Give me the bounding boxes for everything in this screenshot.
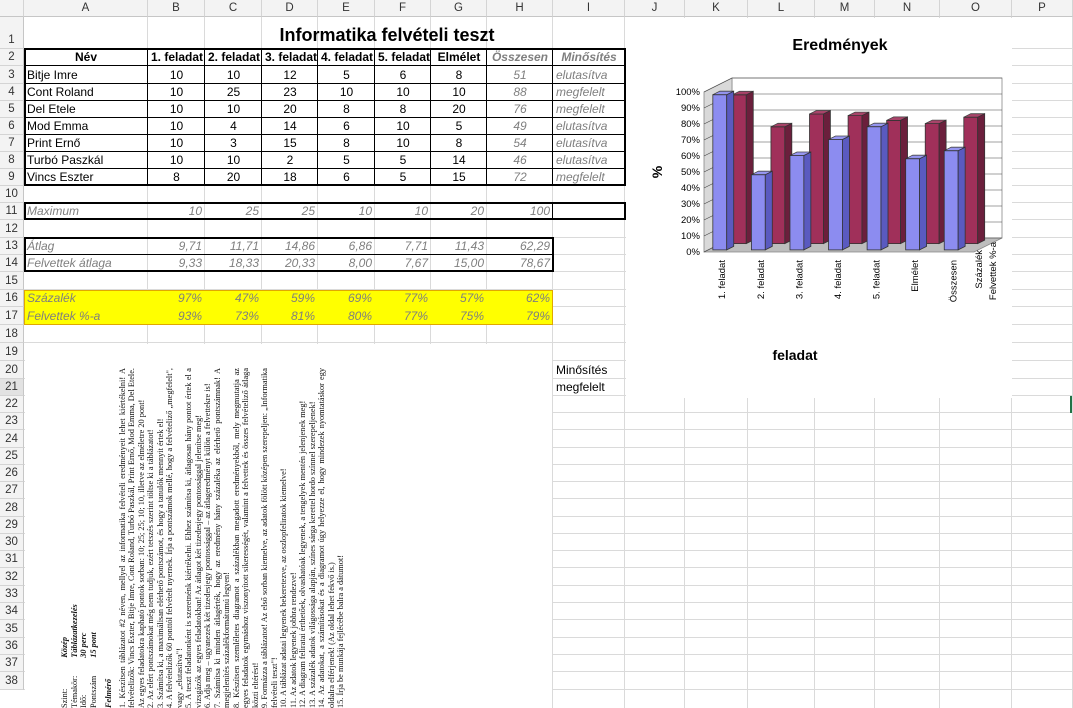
score-cell[interactable]: 3 <box>230 136 237 150</box>
score-cell[interactable]: 8 <box>343 102 350 116</box>
table-line <box>24 168 626 169</box>
task-item: 8. Készítsen szemléletes diagramot a százalékban megadott eredményekből, mely megmutatja az egyes feladatok egymáshoz viszonyított sikerességét, valamint a felvettek és összes felvételiző átlaga közti eltérést! <box>231 368 260 708</box>
total-cell[interactable]: 76 <box>513 102 527 116</box>
maximum-cell[interactable]: 100 <box>529 204 550 218</box>
table-line <box>24 134 626 135</box>
average-cell[interactable]: 6,86 <box>348 239 372 253</box>
chart-depth-label: Felvettek %-a <box>988 242 999 301</box>
percent-cell[interactable]: 69% <box>347 291 372 305</box>
chart-y-tick-label: 60% <box>680 151 700 162</box>
table-line <box>24 83 626 84</box>
row-header-24[interactable]: 24 <box>0 430 24 448</box>
chart-bar-szazalek <box>867 127 881 250</box>
admitted-average-cell[interactable]: 9,33 <box>178 256 202 270</box>
score-cell[interactable]: 10 <box>396 85 410 99</box>
average-cell[interactable]: 9,71 <box>178 239 202 253</box>
chart-y-tick-label: 10% <box>680 231 700 242</box>
admitted-average-cell[interactable]: 15,00 <box>453 256 484 270</box>
task-header-label: Idő: <box>79 694 88 708</box>
admitted-percent-cell[interactable]: 80% <box>347 309 372 323</box>
task-header-value: 15 pont <box>88 632 98 658</box>
row-header-15[interactable]: 15 <box>0 272 24 290</box>
column-header-D[interactable]: D <box>262 0 318 17</box>
sheet-title: Informatika felvételi teszt <box>279 25 495 45</box>
active-cell-indicator <box>1070 396 1072 413</box>
grade-cell[interactable]: megfelelt <box>556 102 605 116</box>
row-header-37[interactable]: 37 <box>0 655 24 672</box>
student-name[interactable]: Vincs Eszter <box>27 170 94 184</box>
score-cell[interactable]: 25 <box>226 85 241 99</box>
chart-y-tick-label: 20% <box>680 215 700 226</box>
student-name[interactable]: Turbó Paszkál <box>27 153 104 167</box>
score-cell[interactable]: 10 <box>169 85 184 99</box>
column-header-J[interactable]: J <box>625 0 685 17</box>
maximum-cell[interactable]: 10 <box>358 204 372 218</box>
row-header-18[interactable]: 18 <box>0 325 24 343</box>
row-header-29[interactable]: 29 <box>0 517 24 534</box>
header-f2[interactable]: 2. feladat <box>208 50 261 64</box>
task-item: 11. Az adatok legyenek jobbra rendezve! <box>288 572 298 708</box>
row-header-10[interactable]: 10 <box>0 186 24 203</box>
table-line <box>430 49 431 186</box>
percent-cell[interactable]: 57% <box>459 291 484 305</box>
task-item: 6. Adja meg – ugyanezek két tizedesjegy pontossággal – az átlageredményt külön a felvettekre is! <box>203 383 212 708</box>
score-cell[interactable]: 6 <box>343 119 350 133</box>
table-line <box>317 49 318 186</box>
task-sheet-text <box>60 368 346 708</box>
score-cell[interactable]: 10 <box>226 102 241 116</box>
grade-cell[interactable]: megfelelt <box>556 170 605 184</box>
score-cell[interactable]: 8 <box>173 170 180 184</box>
score-cell[interactable]: 15 <box>283 136 297 150</box>
task-item: 14. Az adatokat, a számításokat és a diagramot úgy helyezze el, hogy mindezek nyomtatáskor egy oldalra elférjenek! (Az oldal lehet fekvő is.) <box>317 368 336 708</box>
row-header-22[interactable]: 22 <box>0 396 24 413</box>
task-header-value: 30 perc <box>79 632 88 658</box>
admitted-percent-cell[interactable]: 75% <box>459 309 484 323</box>
chart-bar-szazalek-side <box>842 136 849 250</box>
chart-bar-szazalek <box>790 156 804 250</box>
average-cell[interactable]: 62,29 <box>519 239 550 253</box>
chart-bar-felvettek <box>964 117 978 243</box>
chart-bar-szazalek <box>829 140 843 250</box>
task-item: 15. Írja be munkája fejlécébe balra a dátumot! <box>336 555 345 708</box>
task-header-label: Témakör: <box>69 675 79 708</box>
chart-y-tick-label: 0% <box>686 247 700 258</box>
score-cell[interactable]: 5 <box>399 153 407 167</box>
task-header-value: Közép <box>60 636 69 658</box>
chart-bar-felvettek <box>771 127 785 244</box>
maximum-label[interactable]: Maximum <box>27 204 80 218</box>
average-cell[interactable]: 7,71 <box>404 239 428 253</box>
score-cell[interactable]: 10 <box>396 119 410 133</box>
admitted-average-cell[interactable]: 78,67 <box>519 256 550 270</box>
score-cell[interactable]: 10 <box>339 85 354 99</box>
chart-x-tick-label: 1. feladat <box>717 260 729 300</box>
task-item: 7. Számítsa ki minden átlagérték, hogy az eredmény hány százaléka az elérhető pontszámnak! A megjelenítés százalékformátumú legyen! <box>212 368 231 708</box>
score-cell[interactable]: 20 <box>283 102 297 116</box>
row-header-12[interactable]: 12 <box>0 220 24 238</box>
score-cell[interactable]: 5 <box>455 119 463 133</box>
score-cell[interactable]: 5 <box>399 170 407 184</box>
chart-bar-felvettek <box>810 114 824 244</box>
score-cell[interactable]: 8 <box>455 136 463 150</box>
task-item: 13. A százalék adatok világossága alapján, színes sárga kerettel hordo színnel szerepeljenek! <box>307 401 317 708</box>
header-f3[interactable]: 3. feladat <box>265 50 318 64</box>
task-item: 5. A teszt feladatonként is szeretnénk kiértékelni. Ehhez számítsa ki, átlagosan hány pontot értek el a vizsgázók az egyes feladatokban! Az átlagot két tizedesjegy pontossággal jelenítse meg! <box>184 368 203 708</box>
header-f5[interactable]: 5. feladat <box>378 50 431 64</box>
chart-x-tick-label: 2. feladat <box>755 260 767 300</box>
table-line <box>486 49 487 186</box>
row-header-3[interactable]: 3 <box>0 66 24 84</box>
chart-bar-szazalek-side <box>958 147 965 250</box>
total-cell[interactable]: 88 <box>513 85 527 99</box>
header-f1[interactable]: 1. feladat <box>151 50 204 64</box>
task-header-value: Táblázatkezelés <box>69 604 79 658</box>
row-header-14[interactable]: 14 <box>0 255 24 272</box>
task-item: 1. Készítsen táblázatot #2 néven, mellyel az informatika felvételi eredményeit lehet kiértékelni! A felvételizők: Vincs Eszter, Bitje Imre, Cont Roland, Turbó Paszkál, Print Ernő, Mod Emma, Del Etele. Az egyes feladatokra kapható pontok sorban: 10; 25; 25; 10; 10, illetve az elméletre 20 pont! <box>117 368 146 708</box>
task-sheet-items <box>118 368 346 708</box>
score-cell[interactable]: 8 <box>455 68 463 82</box>
score-cell[interactable]: 12 <box>283 68 297 82</box>
row-header-5[interactable]: 5 <box>0 101 24 118</box>
maximum-cell[interactable]: 25 <box>245 204 259 218</box>
row-header-31[interactable]: 31 <box>0 551 24 568</box>
column-header-P[interactable]: P <box>1012 0 1073 17</box>
row-header-32[interactable]: 32 <box>0 568 24 586</box>
column-header-L[interactable]: L <box>748 0 815 17</box>
chart-y-tick-label: 70% <box>680 135 700 146</box>
percent-label[interactable]: Százalék <box>27 291 76 305</box>
score-cell[interactable]: 2 <box>286 153 294 167</box>
score-cell[interactable]: 15 <box>452 170 466 184</box>
total-cell[interactable]: 51 <box>513 68 527 82</box>
table-line <box>24 117 626 118</box>
admitted-percent-cell[interactable]: 73% <box>234 309 259 323</box>
row-header-8[interactable]: 8 <box>0 152 24 169</box>
score-cell[interactable]: 23 <box>283 85 297 99</box>
student-name[interactable]: Del Etele <box>27 102 76 116</box>
average-label[interactable]: Átlag <box>27 239 55 253</box>
admitted-average-cell[interactable]: 8,00 <box>348 256 372 270</box>
chart-bar-szazalek-side <box>804 152 811 250</box>
score-cell[interactable]: 10 <box>169 136 184 150</box>
chart-y-tick-label: 90% <box>680 103 700 114</box>
row-header-11[interactable]: 11 <box>0 203 24 220</box>
percent-cell[interactable]: 97% <box>177 291 202 305</box>
score-cell[interactable]: 10 <box>396 136 410 150</box>
task-sheet-header <box>60 368 98 708</box>
average-cell[interactable]: 11,71 <box>229 239 259 253</box>
column-header-K[interactable]: K <box>685 0 748 17</box>
column-header-E[interactable]: E <box>318 0 375 17</box>
row-header-36[interactable]: 36 <box>0 638 24 655</box>
table-line <box>552 203 553 220</box>
column-header-O[interactable]: O <box>940 0 1012 17</box>
chart-y-tick-label: 30% <box>680 199 700 210</box>
admitted-average-cell[interactable]: 18,33 <box>228 256 259 270</box>
row-header-2[interactable]: 2 <box>0 49 24 66</box>
column-header-F[interactable]: F <box>375 0 431 17</box>
chart-bar-felvettek <box>887 120 901 243</box>
student-name[interactable]: Bitje Imre <box>27 68 78 82</box>
task-item: 9. Formázza a táblázatot! Az első sorban kiemelve, az adatok fölött középen szerepeljen: „Informatika felvételi teszt"! <box>260 368 279 708</box>
maximum-cell[interactable]: 10 <box>188 204 202 218</box>
row-header-1[interactable]: 1 <box>0 17 24 49</box>
task-item: 4. A felvételizők 60 ponttól felvételt nyernek. Írja a pontszámok mellé, hogy a felvételiző „megfelelt", vagy „elutasítva"! <box>165 368 184 708</box>
score-cell[interactable]: 10 <box>452 85 466 99</box>
criteria-label[interactable]: Minősítés <box>556 363 608 377</box>
chart-x-tick-label: Összesen <box>948 260 960 303</box>
chart-x-tick-label: Elmélet <box>910 260 922 292</box>
percent-cell[interactable]: 59% <box>290 291 315 305</box>
row-header-20[interactable]: 20 <box>0 361 24 379</box>
row-header-21[interactable]: 21 <box>0 379 24 396</box>
maximum-cell[interactable]: 25 <box>301 204 315 218</box>
table-line <box>261 49 262 186</box>
chart-bar-szazalek-side <box>881 123 888 250</box>
row-header-34[interactable]: 34 <box>0 603 24 620</box>
chart-bar-szazalek <box>751 175 765 250</box>
row-header-6[interactable]: 6 <box>0 118 24 135</box>
percent-cell[interactable]: 77% <box>403 291 428 305</box>
row-header-13[interactable]: 13 <box>0 238 24 255</box>
maximum-cell[interactable]: 10 <box>414 204 428 218</box>
grade-cell[interactable]: megfelelt <box>556 85 605 99</box>
table-line <box>24 254 554 255</box>
row-header-16[interactable]: 16 <box>0 290 24 307</box>
row-header-33[interactable]: 33 <box>0 586 24 603</box>
table-line <box>204 49 205 186</box>
score-cell[interactable]: 5 <box>343 153 350 167</box>
score-cell[interactable]: 4 <box>230 119 237 133</box>
row-header-26[interactable]: 26 <box>0 465 24 482</box>
chart-bar-felvettek-side <box>978 114 985 244</box>
total-cell[interactable]: 72 <box>513 170 527 184</box>
table-line <box>24 65 626 66</box>
score-cell[interactable]: 6 <box>399 68 407 82</box>
chart-title: Eredmények <box>792 37 888 54</box>
grade-cell[interactable]: elutasítva <box>556 68 608 82</box>
chart-x-tick-label: 3. feladat <box>794 260 806 300</box>
column-header-M[interactable]: M <box>815 0 875 17</box>
score-cell[interactable]: 8 <box>399 102 407 116</box>
task-sheet-felmero: Felmérő <box>104 678 113 708</box>
chart-y-tick-label: 100% <box>675 87 700 98</box>
admitted-percent-label[interactable]: Felvettek %-a <box>27 309 101 323</box>
task-header-labels <box>60 676 98 708</box>
row-header-9[interactable]: 9 <box>0 169 24 186</box>
percent-cell[interactable]: 47% <box>234 291 259 305</box>
select-all-corner[interactable] <box>0 0 24 17</box>
row-header-7[interactable]: 7 <box>0 135 24 152</box>
column-header-B[interactable]: B <box>148 0 205 17</box>
results-chart[interactable] <box>640 30 1040 365</box>
row-header-19[interactable]: 19 <box>0 343 24 361</box>
chart-bar-szazalek-side <box>727 91 734 250</box>
table-line <box>24 100 626 101</box>
chart-depth-label: Százalék <box>974 250 985 289</box>
table-line <box>24 151 626 152</box>
column-header-N[interactable]: N <box>875 0 940 17</box>
score-cell[interactable]: 8 <box>343 136 350 150</box>
score-cell[interactable]: 20 <box>452 102 466 116</box>
student-name[interactable]: Cont Roland <box>27 85 94 99</box>
header-elmelet[interactable]: Elmélet <box>437 50 481 64</box>
chart-y-axis-label: % <box>649 165 665 179</box>
score-cell[interactable]: 10 <box>169 102 184 116</box>
score-cell[interactable]: 14 <box>283 119 297 133</box>
total-cell[interactable]: 49 <box>513 119 527 133</box>
task-header-label: Szint: <box>60 688 69 708</box>
task-item: 2. Az elért pontszámokat még nem tudjuk, ezért tetszés szerint töltse ki a táblázatot! <box>146 429 155 708</box>
header-f4[interactable]: 4. feladat <box>321 50 374 64</box>
chart-y-tick-label: 80% <box>680 119 700 130</box>
task-item: 3. Számítsa ki, a maximálisan elérhető pontszámot, és hogy a tanulók mennyit értek el! <box>155 418 165 708</box>
row-header-35[interactable]: 35 <box>0 620 24 638</box>
chart-bar-szazalek <box>906 159 920 250</box>
chart-bar-felvettek <box>925 124 939 244</box>
header-osszesen[interactable]: Összesen <box>491 50 549 64</box>
admitted-percent-cell[interactable]: 93% <box>177 309 202 323</box>
maximum-cell[interactable]: 20 <box>470 204 484 218</box>
column-header-A[interactable]: A <box>24 0 148 17</box>
score-cell[interactable]: 10 <box>226 68 241 82</box>
chart-bar-szazalek-side <box>765 171 772 250</box>
task-header-label: Pontszám <box>88 675 98 708</box>
column-header-H[interactable]: H <box>487 0 553 17</box>
admitted-average-cell[interactable]: 7,67 <box>404 256 428 270</box>
column-header-I[interactable]: I <box>553 0 625 17</box>
chart-x-tick-label: 4. feladat <box>832 260 844 300</box>
row-header-4[interactable]: 4 <box>0 84 24 101</box>
average-cell[interactable]: 14,86 <box>284 239 315 253</box>
total-cell[interactable]: 54 <box>513 136 527 150</box>
admitted-average-cell[interactable]: 20,33 <box>284 256 315 270</box>
score-cell[interactable]: 18 <box>283 170 297 184</box>
chart-bar-szazalek-side <box>920 155 927 250</box>
row-header-30[interactable]: 30 <box>0 534 24 551</box>
criteria-value[interactable]: megfelelt <box>556 380 605 394</box>
task-item: 10. A táblázat adatai legyenek bekeretezve, az oszlopfeliratok kiemelve! <box>279 468 288 708</box>
header-nev[interactable]: Név <box>74 50 97 64</box>
chart-bar-felvettek <box>732 95 746 244</box>
score-cell[interactable]: 20 <box>226 170 241 184</box>
column-header-G[interactable]: G <box>431 0 487 17</box>
chart-x-axis-label: feladat <box>772 347 818 363</box>
admitted-percent-cell[interactable]: 79% <box>525 309 550 323</box>
row-header-38[interactable]: 38 <box>0 672 24 690</box>
task-header-values <box>60 604 98 657</box>
row-header-17[interactable]: 17 <box>0 307 24 325</box>
row-header-28[interactable]: 28 <box>0 499 24 517</box>
table-line <box>374 49 375 186</box>
admitted-percent-cell[interactable]: 81% <box>290 309 315 323</box>
chart-x-tick-label: 5. feladat <box>871 260 883 300</box>
row-header-23[interactable]: 23 <box>0 413 24 430</box>
table-line <box>552 49 553 186</box>
task-sheet-image <box>60 360 500 708</box>
chart-y-tick-label: 40% <box>680 183 700 194</box>
percent-cell[interactable]: 62% <box>525 291 550 305</box>
grade-cell[interactable]: elutasítva <box>556 119 608 133</box>
grade-cell[interactable]: elutasítva <box>556 136 608 150</box>
row-header-27[interactable]: 27 <box>0 482 24 499</box>
header-minosites[interactable]: Minősítés <box>561 50 617 64</box>
chart-bar-szazalek <box>944 151 958 250</box>
score-cell[interactable]: 14 <box>452 153 466 167</box>
score-cell[interactable]: 10 <box>226 153 241 167</box>
chart-y-tick-label: 50% <box>680 167 700 178</box>
score-cell[interactable]: 5 <box>343 68 350 82</box>
average-cell[interactable]: 11,43 <box>454 239 484 253</box>
column-header-C[interactable]: C <box>205 0 262 17</box>
grade-cell[interactable]: elutasítva <box>556 153 608 167</box>
score-cell[interactable]: 10 <box>169 153 184 167</box>
score-cell[interactable]: 10 <box>169 119 184 133</box>
student-name[interactable]: Print Ernő <box>27 136 81 150</box>
table-line <box>147 49 148 186</box>
student-name[interactable]: Mod Emma <box>27 119 89 133</box>
task-item: 12. A diagram feliratai érthetőek, olvashatóak legyenek, a tengelyek mentén jelenjenek meg! <box>298 400 307 708</box>
score-cell[interactable]: 10 <box>169 68 184 82</box>
chart-bar-felvettek <box>848 116 862 244</box>
score-cell[interactable]: 6 <box>343 170 350 184</box>
admitted-average-label[interactable]: Felvettek átlaga <box>27 256 112 270</box>
row-header-25[interactable]: 25 <box>0 448 24 465</box>
total-cell[interactable]: 46 <box>513 153 527 167</box>
admitted-percent-cell[interactable]: 77% <box>403 309 428 323</box>
chart-bar-szazalek <box>713 95 727 250</box>
